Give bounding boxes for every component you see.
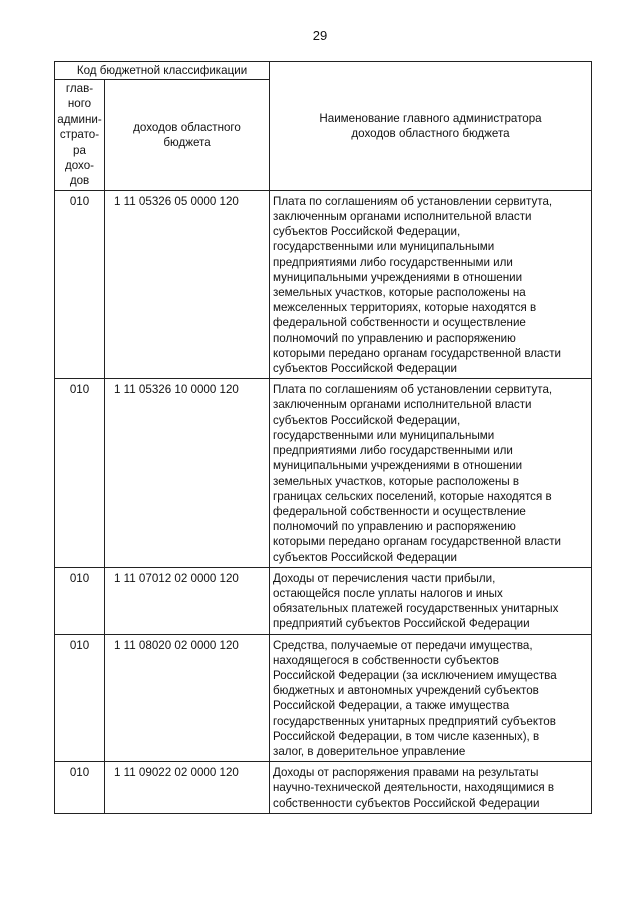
- header-admin-line: ра: [73, 143, 86, 157]
- name-line: субъектов Российской Федерации: [273, 362, 457, 376]
- name-line: заключенным органами исполнительной власти: [273, 398, 532, 412]
- name-line: заключенным органами исполнительной власти: [273, 210, 532, 224]
- header-regional-budget-income: [105, 80, 270, 191]
- header-name-line: доходов областного бюджета: [351, 126, 510, 140]
- header-chief-administrator: [55, 80, 105, 191]
- header-admin-line: ного: [67, 97, 92, 111]
- admin-code-cell: 010: [55, 379, 105, 567]
- income-name-cell: [270, 379, 592, 567]
- income-name-cell: [270, 634, 592, 762]
- name-line: бюджетных и автономных учреждений субъектов: [273, 684, 539, 698]
- name-line: остающейся после уплаты налогов и иных: [273, 586, 503, 600]
- name-line: субъектов Российской Федерации: [273, 550, 457, 564]
- table-row: [55, 567, 592, 634]
- header-admin-line: дов: [69, 174, 90, 188]
- table-row: [55, 379, 592, 567]
- name-line: земельных участков, которые расположены в: [273, 474, 520, 488]
- budget-code-cell: 1 11 09022 02 0000 120: [105, 762, 270, 814]
- name-line: межселенных территориях, которые находятся в: [273, 301, 537, 315]
- name-line: муниципальными учреждениями в отношении: [273, 270, 523, 284]
- name-line: Российской Федерации (за исключением имущества: [273, 668, 557, 682]
- budget-code-cell: 1 11 07012 02 0000 120: [105, 567, 270, 634]
- admin-code-cell: 010: [55, 567, 105, 634]
- table-body: [55, 190, 592, 813]
- budget-code-cell: 1 11 08020 02 0000 120: [105, 634, 270, 762]
- name-line: Средства, получаемые от передачи имущества,: [273, 638, 533, 652]
- name-line: Российской Федерации, а также имущества: [273, 699, 510, 713]
- name-line: субъектов Российской Федерации,: [273, 413, 461, 427]
- name-line: государственных унитарных предприятий субъектов: [273, 714, 556, 728]
- name-line: научно-технической деятельности, находящимися в: [273, 781, 555, 795]
- admin-code-cell: 010: [55, 634, 105, 762]
- name-line: предприятиями либо государственными или: [273, 255, 513, 269]
- name-line: Доходы от распоряжения правами на результаты: [273, 766, 539, 780]
- header-income-line: бюджета: [163, 135, 211, 149]
- income-name-cell: [270, 567, 592, 634]
- header-budget-classification-code: Код бюджетной классификации: [55, 62, 270, 80]
- name-line: полномочий по управлению и распоряжению: [273, 331, 516, 345]
- name-line: земельных участков, которые расположены на: [273, 286, 526, 300]
- header-admin-line: страто-: [59, 128, 100, 142]
- name-line: предприятиями либо государственными или: [273, 444, 513, 458]
- budget-classification-table: [54, 61, 592, 814]
- name-line: Плата по соглашениям об установлении сервитута,: [273, 194, 553, 208]
- name-line: государственными или муниципальными: [273, 428, 495, 442]
- header-admin-line: глав-: [65, 82, 94, 95]
- name-line: границах сельских поселений, которые находятся в: [273, 489, 552, 503]
- income-name-cell: [270, 762, 592, 814]
- header-admin-line: админи-: [57, 112, 102, 126]
- income-name-cell: [270, 190, 592, 378]
- name-line: муниципальными учреждениями в отношении: [273, 459, 523, 473]
- admin-code-cell: 010: [55, 190, 105, 378]
- name-line: которыми передано органам государственной власти: [273, 346, 562, 360]
- name-line: находящегося в собственности субъектов: [273, 653, 499, 667]
- name-line: Доходы от перечисления части прибыли,: [273, 571, 496, 585]
- header-admin-line: дохо-: [64, 159, 95, 173]
- table-row: [55, 190, 592, 378]
- header-income-line: доходов областного: [133, 120, 241, 134]
- header-administrator-name: [270, 62, 592, 191]
- name-line: залог, в доверительное управление: [273, 744, 466, 758]
- name-line: федеральной собственности и осуществление: [273, 316, 526, 330]
- header-row-group: [55, 62, 592, 80]
- name-line: собственности субъектов Российской Федерации: [273, 796, 540, 810]
- name-line: Плата по соглашениям об установлении сервитута,: [273, 383, 553, 397]
- admin-code-cell: 010: [55, 762, 105, 814]
- name-line: предприятий субъектов Российской Федерации: [273, 617, 530, 631]
- budget-code-cell: 1 11 05326 05 0000 120: [105, 190, 270, 378]
- name-line: Российской Федерации, в том числе казенных), в: [273, 729, 540, 743]
- name-line: обязательных платежей государственных унитарных: [273, 602, 559, 616]
- page-number: 29: [312, 28, 328, 43]
- name-line: полномочий по управлению и распоряжению: [273, 520, 516, 534]
- name-line: государственными или муниципальными: [273, 240, 495, 254]
- table-row: [55, 634, 592, 762]
- budget-code-cell: 1 11 05326 10 0000 120: [105, 379, 270, 567]
- table-header: [55, 62, 592, 191]
- name-line: субъектов Российской Федерации,: [273, 225, 461, 239]
- table-row: [55, 762, 592, 814]
- name-line: федеральной собственности и осуществление: [273, 504, 526, 518]
- header-name-line: Наименование главного администратора: [319, 111, 542, 125]
- name-line: которыми передано органам государственной власти: [273, 535, 562, 549]
